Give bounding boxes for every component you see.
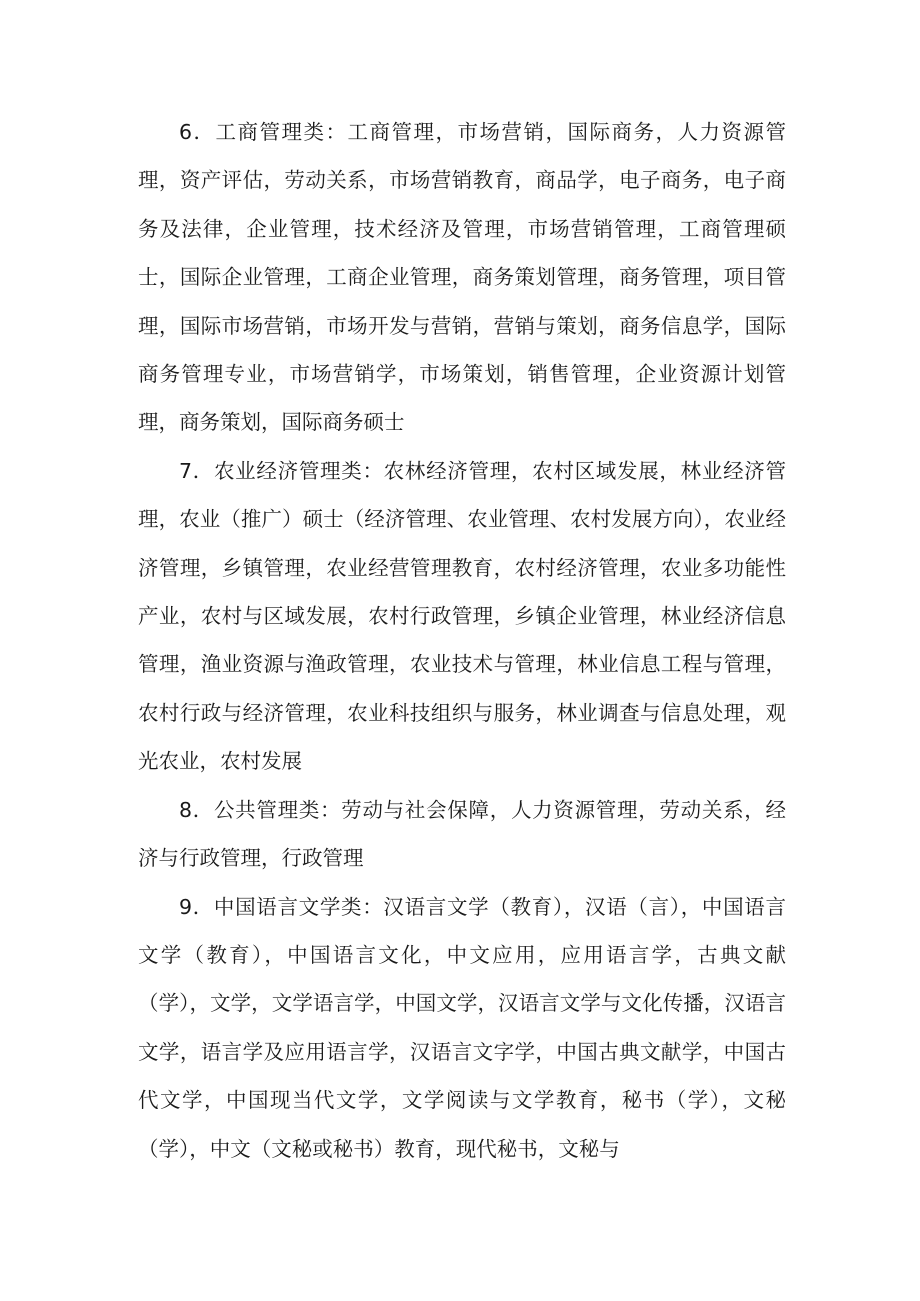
paragraph-agricultural-economics: 7．农业经济管理类：农林经济管理，农村区域发展，林业经济管理，农业（推广）硕士（经济管理、农业管理、农村发展方向），农业经济管理，乡镇管理，农业经营管理教育，农村经济管理，农业多功能性产业，农村与区域发展，农村行政管理，乡镇企业管理，林业经济信息管理，渔业资源与渔政管理，农业技术与管理，林业信息工程与管理，农村行政与经济管理，农业科技组织与服务，林业调查与信息处理，观光农业，农村发展: [138, 458, 786, 774]
paragraph-chinese-language-literature: 9．中国语言文学类：汉语言文学（教育），汉语（言），中国语言文学（教育），中国语言文化，中文应用，应用语言学，古典文献（学），文学，文学语言学，中国文学，汉语言文学与文化传播，汉语言文学，语言学及应用语言学，汉语言文字学，中国古典文献学，中国古代文学，中国现当代文学，文学阅读与文学教育，秘书（学），文秘（学），中文（文秘或秘书）教育，现代秘书，文秘与: [138, 894, 786, 1161]
paragraph-public-administration: 8．公共管理类：劳动与社会保障，人力资源管理，劳动关系，经济与行政管理，行政管理: [138, 797, 786, 871]
paragraph-business-administration: 6．工商管理类：工商管理，市场营销，国际商务，人力资源管理，资产评估，劳动关系，市场营销教育，商品学，电子商务，电子商务及法律，企业管理，技术经济及管理，市场营销管理，工商管理硕士，国际企业管理，工商企业管理，商务策划管理，商务管理，项目管理，国际市场营销，市场开发与营销，营销与策划，商务信息学，国际商务管理专业，市场营销学，市场策划，销售管理，企业资源计划管理，商务策划，国际商务硕士: [138, 120, 786, 435]
document-body: [138, 108, 786, 1173]
